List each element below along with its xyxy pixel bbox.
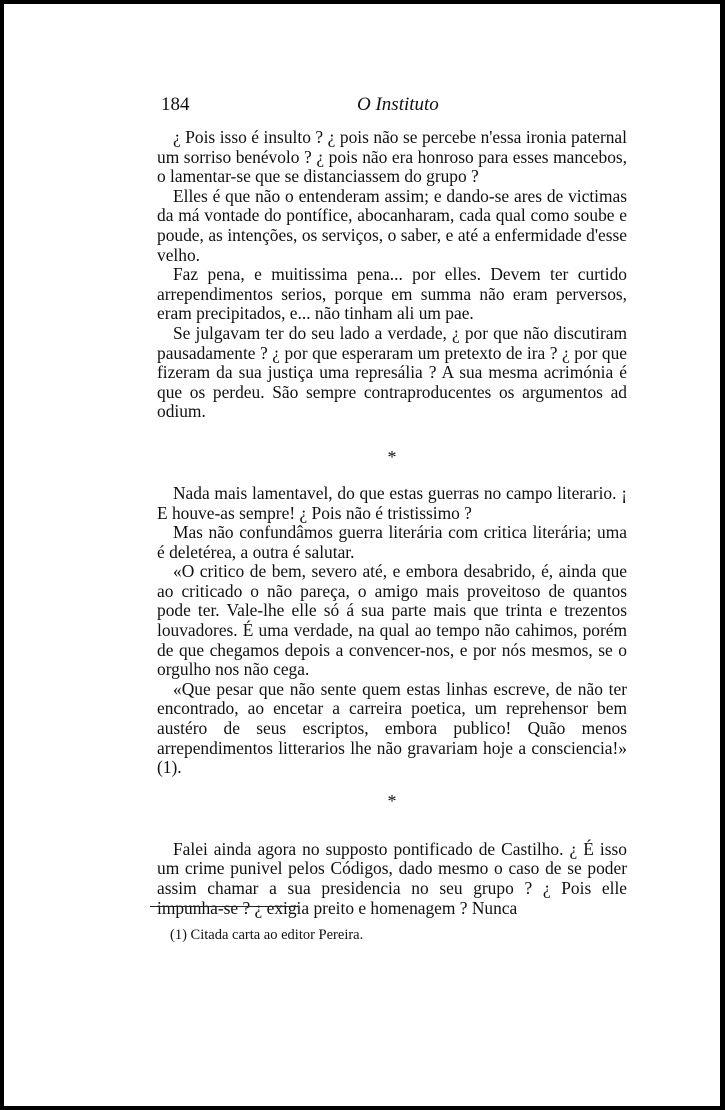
paragraph: Falei ainda agora no supposto pontificado de Castilho. ¿ É isso um crime punivel pelos Códigos, dado mesmo o caso de se poder assim chamar a sua presidencia no seu grupo ? ¿ Pois elle impunha-se ? ¿ exigia preito e homenagem ? Nunca <box>157 838 627 918</box>
section-separator: * <box>387 790 397 811</box>
page-header <box>161 94 631 118</box>
paragraph: ¿ Pois isso é insulto ? ¿ pois não se percebe n'essa ironia paternal um sorriso benévolo ? ¿ pois não era honroso para esses mancebos, o lamentar-se que se distanciassem do grupo ? <box>157 127 627 187</box>
footnote: (1) Citada carta ao editor Pereira. <box>170 927 364 943</box>
paragraph: Faz pena, e muitissima pena... por elles. Devem ter curtido arrependimentos serios, porque em summa não eram perversos, eram precipitados, e... não tinham ali um pae. <box>157 264 627 324</box>
section-break <box>157 778 627 840</box>
paragraph: «Que pesar que não sente quem estas linhas escreve, de não ter encontrado, ao encetar a carreira poetica, um reprehensor bem austéro de seus escriptos, embora publico! Quão menos arrependimentos litterarios lhe não gravariam hoje a consciencia!» (1). <box>157 678 627 778</box>
paragraph: Nada mais lamentavel, do que estas guerras no campo literario. ¡ E houve-as sempre! ¿ Pois não é tristissimo ? <box>157 482 627 523</box>
paragraph: «O critico de bem, severo até, e embora desabrido, é, ainda que ao criticado o não pareça, o amigo mais proveitoso de quantos pode ter. Vale-lhe elle só á sua parte mais que trinta e trezentos louvadores. É uma verdade, na qual ao tempo não cahimos, porém de que chegamos depois a convencer-nos, e por nós mesmos, se o orgulho nos não cega. <box>157 561 627 680</box>
paragraph: Elles é que não o entenderam assim; e dando-se ares de victimas da má vontade do pontífice, abocanharam, cada qual como soube e poude, as intenções, os serviços, o saber, e até a enfermidade d'esse velho. <box>157 185 627 265</box>
paragraph: Mas não confundâmos guerra literária com critica literária; uma é deletérea, a outra é salutar. <box>157 522 627 562</box>
paragraph: Se julgavam ter do seu lado a verdade, ¿ por que não discutiram pausadamente ? ¿ por que esperaram um pretexto de ira ? ¿ por que fizeram da sua justiça uma represália ? A sua mesma acrimónia é que os perdeu. São sempre contraproducentes os argumentos ad odium. <box>157 322 627 422</box>
running-title: O Instituto <box>357 94 439 115</box>
body-text <box>157 128 627 918</box>
section-separator: * <box>387 446 397 467</box>
footnote-rule <box>150 906 298 907</box>
page-number: 184 <box>161 94 190 115</box>
section-break <box>157 422 627 484</box>
